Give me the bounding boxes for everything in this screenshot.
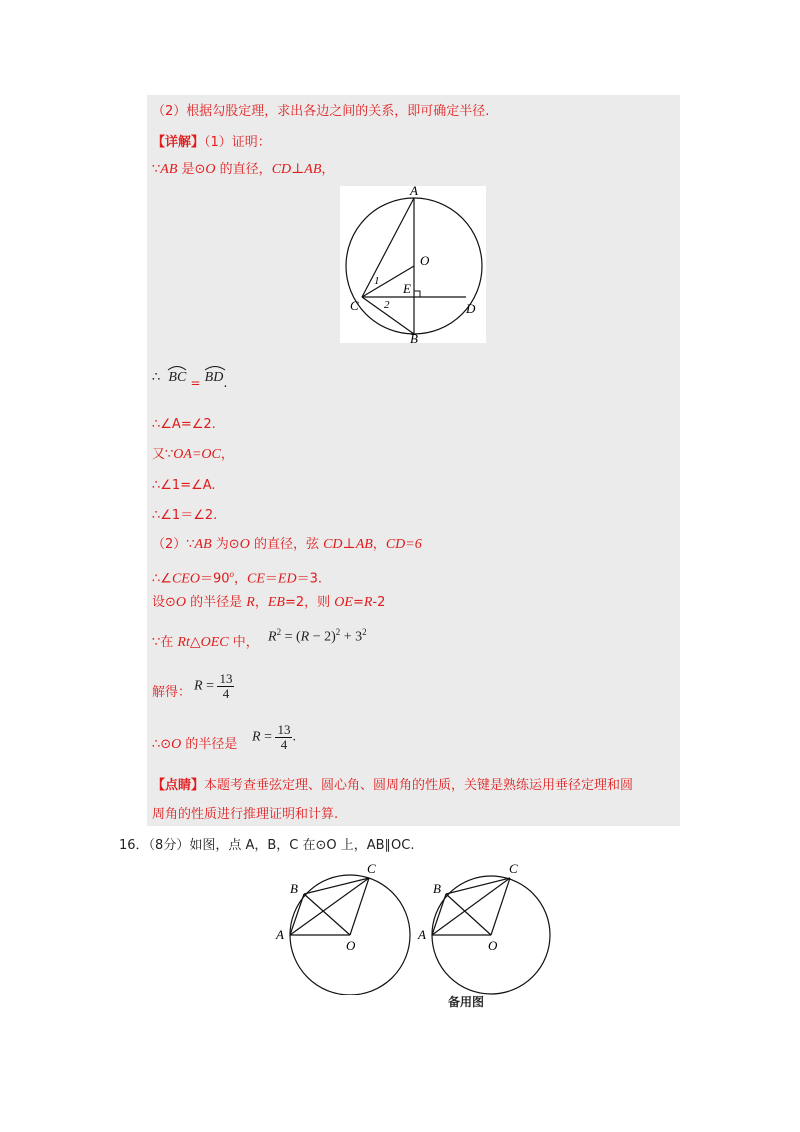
segment-ac: [290, 878, 369, 935]
cd-equals-6: CD=6: [385, 537, 422, 552]
arc-bd: [205, 369, 224, 387]
rt-prefix: ∵在: [152, 635, 178, 650]
segment-bc: [446, 878, 510, 894]
angle-ceo: CEO: [171, 571, 200, 587]
also-since: 又∵: [152, 447, 174, 462]
comma: ，: [220, 447, 234, 462]
equals-3: ＝3.: [296, 571, 322, 587]
text-in: 中，: [228, 635, 259, 650]
eb-value: =2，则: [284, 595, 335, 610]
degree-mark: o: [229, 569, 234, 579]
therefore-symbol: ∴: [152, 370, 161, 385]
radius-assumption-line: [152, 594, 385, 612]
question-16-figures: [270, 855, 570, 999]
fraction-13-4: [217, 672, 234, 701]
comment-text-1: 本题考查垂弦定理、圆心角、圆周角的性质，关键是熟练运用垂径定理和圆: [204, 778, 634, 793]
label-o: O: [346, 938, 356, 953]
arc-bc-text: BC: [168, 370, 187, 385]
arc-bc: [168, 369, 186, 387]
angle-1-label: 1: [374, 275, 380, 287]
label-c: C: [367, 861, 376, 876]
numerator: 13: [219, 671, 233, 686]
comment-line-2: 周角的性质进行推理证明和计算.: [152, 807, 339, 822]
equals-90: ＝90: [199, 571, 230, 587]
r-term: R: [268, 629, 277, 645]
oe-segment: OE: [334, 595, 353, 610]
label-c: C: [350, 298, 359, 313]
circle-o: O: [239, 537, 250, 552]
conclusion-expr: [252, 723, 296, 752]
figure-2: [275, 861, 410, 995]
r-term: R: [300, 629, 310, 645]
segment-oc: [491, 878, 510, 935]
label-a: A: [410, 186, 418, 198]
circle-o: O: [171, 737, 182, 752]
circle-o: O: [205, 162, 216, 177]
label-a: A: [418, 927, 426, 942]
oa-oc-expr: OA=OC: [173, 447, 221, 462]
figure-1-panel: [340, 186, 486, 343]
conclusion-line: [152, 736, 237, 754]
minus-2: -2: [372, 595, 386, 610]
minus-two: − 2): [309, 629, 336, 645]
period: .: [292, 729, 296, 745]
segment-ab: [290, 894, 304, 935]
denominator: 4: [222, 686, 230, 701]
eb-segment: EB: [267, 595, 285, 610]
step-oa-eq-oc: [152, 446, 234, 464]
ceo-right-angle-line: [152, 565, 322, 588]
text-chord: 的直径，弦: [249, 537, 324, 552]
segment-oc: [350, 878, 369, 935]
figure-1-circle-diagram: [340, 186, 486, 343]
radius-prefix: 设⊙: [152, 595, 176, 610]
detail-tag: 【详解】: [152, 135, 205, 150]
figure-3: [417, 861, 550, 994]
comma: ，: [254, 595, 268, 610]
paren-squared-exp: 2: [335, 627, 341, 637]
comment-tag: 【点睛】: [152, 778, 205, 793]
text-radius-is: 的半径是: [186, 595, 247, 610]
equals: =: [260, 729, 276, 745]
cd-perp-ab: CD⊥AB: [323, 537, 373, 552]
label-o: O: [488, 938, 498, 953]
detail-text: （1）证明：: [204, 135, 271, 150]
triangle-oec: Rt△OEC: [177, 635, 229, 650]
label-b: B: [290, 881, 298, 896]
step-angle-a-eq-angle-2: ∴∠A=∠2.: [152, 417, 216, 432]
label-b: B: [410, 331, 418, 343]
right-angle-mark: [414, 291, 420, 297]
part2-given: [152, 536, 422, 554]
equals: ＝: [264, 571, 278, 587]
arc-equality-line: [152, 368, 228, 391]
question-16-diagrams: [270, 855, 570, 995]
analysis-part2: （2）根据勾股定理，求出各边之间的关系，即可确定半径.: [152, 104, 490, 119]
arc-equals: =: [190, 376, 201, 390]
ce-segment: CE: [247, 571, 265, 587]
right-triangle-line: [152, 634, 259, 652]
step-angle-1-eq-angle-2: ∴∠1＝∠2.: [152, 508, 218, 523]
ab-segment: AB: [194, 537, 212, 552]
comma: ，: [321, 162, 335, 177]
equals: =: [202, 678, 218, 694]
label-o: O: [420, 253, 430, 268]
numerator: 13: [277, 722, 291, 737]
detail-heading: [152, 134, 271, 152]
arc-bd-text: BD: [204, 370, 224, 385]
solution-expr: [194, 672, 234, 701]
segment-bo: [304, 894, 350, 935]
radius-r: R: [363, 595, 373, 610]
conclusion-prefix: ∴⊙: [152, 737, 172, 752]
arc-bd-mark: [204, 365, 226, 371]
r-squared-exp: 2: [276, 627, 282, 637]
step-angle-1-eq-angle-a: ∴∠1=∠A.: [152, 478, 216, 493]
segment-ac: [432, 878, 510, 935]
question-16: 16．（8分）如图，点 A，B，C 在⊙O 上，AB∥OC.: [119, 838, 415, 853]
label-c: C: [509, 861, 518, 876]
plus-three: + 3: [340, 629, 363, 645]
ed-segment: ED: [277, 571, 297, 587]
text-diameter-of: 是⊙: [177, 162, 206, 177]
equals: =: [352, 595, 364, 610]
pythagoras-equation: [268, 623, 367, 647]
radius-r: R: [246, 595, 255, 610]
part2-prefix: （2）∵: [152, 537, 195, 552]
eq-open: = (: [281, 629, 301, 645]
solve-label: 解得：: [152, 685, 192, 700]
label-b: B: [433, 881, 441, 896]
text-radius-is: 的半径是: [181, 737, 238, 752]
since-symbol: ∵: [152, 162, 161, 177]
given-line: [152, 161, 334, 179]
angle-2-label: 2: [384, 299, 390, 311]
segment-ab: [432, 894, 446, 935]
text-diameter: 的直径，: [215, 162, 272, 177]
text-is-diameter: 为⊙: [211, 537, 240, 552]
label-e: E: [403, 281, 411, 296]
segment-bc: [304, 878, 369, 894]
radius-r: R: [194, 678, 203, 694]
arc-period: .: [223, 376, 228, 391]
segment-bo: [446, 894, 491, 935]
ab-segment: AB: [160, 162, 178, 177]
denominator: 4: [280, 737, 288, 752]
arc-bc-mark: [167, 365, 187, 371]
circle-o: O: [175, 595, 187, 610]
cd-perp-ab: CD⊥AB: [271, 162, 322, 177]
label-a: A: [276, 927, 284, 942]
ceo-prefix: ∴∠: [152, 571, 172, 587]
comma: ，: [233, 571, 247, 587]
fraction-13-4: [275, 723, 292, 752]
comma: ，: [372, 537, 386, 552]
three-squared-exp: 2: [362, 627, 367, 637]
radius-r: R: [252, 729, 261, 745]
backup-figure-caption: 备用图: [448, 995, 485, 1009]
comment-line-1: [152, 777, 633, 795]
label-d: D: [466, 301, 476, 316]
